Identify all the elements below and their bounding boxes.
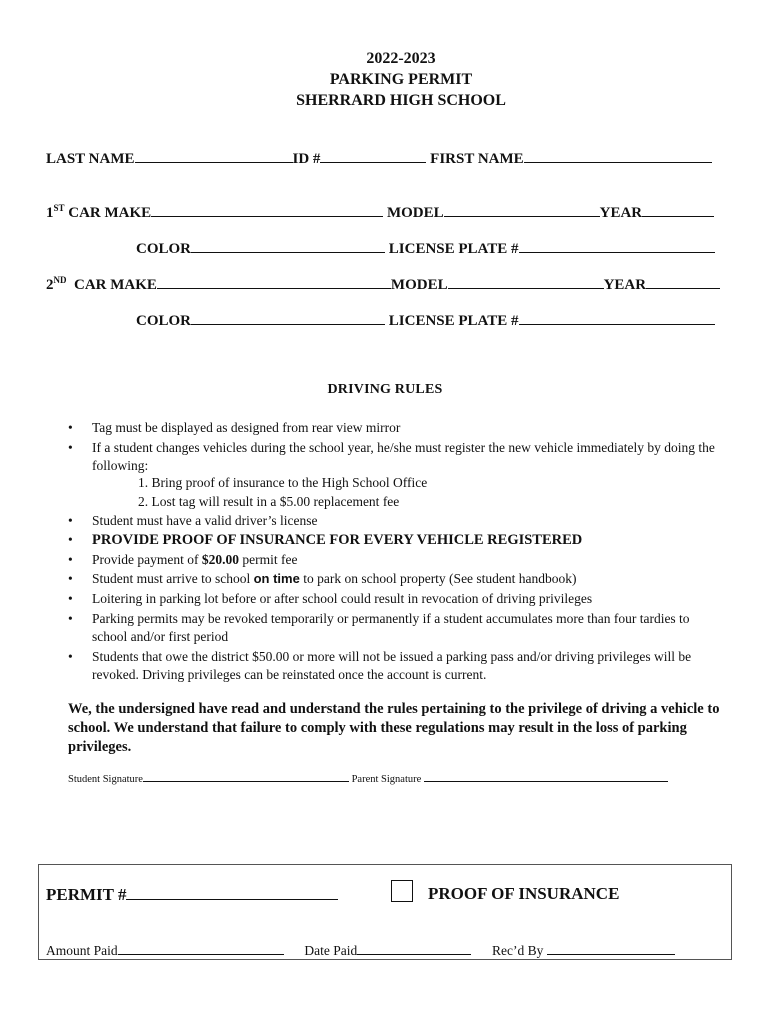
car2-color-field[interactable] bbox=[191, 310, 385, 325]
last-name-label: LAST NAME bbox=[46, 151, 135, 167]
car1-row bbox=[46, 202, 714, 222]
first-name-field[interactable] bbox=[524, 148, 712, 163]
proof-of-insurance-label: PROOF OF INSURANCE bbox=[428, 884, 620, 903]
car1-model-field[interactable] bbox=[444, 202, 600, 217]
id-label: ID # bbox=[292, 151, 321, 167]
car2-plate-label: LICENSE PLATE # bbox=[388, 313, 519, 329]
rule-text bbox=[92, 570, 722, 588]
rule-text-part: Student must arrive to school bbox=[92, 571, 254, 586]
bullet-icon: • bbox=[68, 649, 73, 664]
school-name: SHERRARD HIGH SCHOOL bbox=[296, 92, 506, 109]
permit-fee-amount: $20.00 bbox=[201, 552, 239, 567]
student-signature-label: Student Signature bbox=[68, 774, 143, 785]
driving-rules-title: DRIVING RULES bbox=[327, 382, 443, 397]
proof-of-insurance-checkbox[interactable] bbox=[391, 880, 413, 902]
car1-plate-label: LICENSE PLATE # bbox=[388, 241, 519, 257]
car1-ordinal: 1 bbox=[46, 205, 54, 221]
car1-make-field[interactable] bbox=[151, 202, 383, 217]
date-paid-field[interactable] bbox=[357, 942, 471, 955]
car2-make-field[interactable] bbox=[157, 274, 391, 289]
car2-row2 bbox=[136, 310, 715, 330]
agreement-text: We, the undersigned have read and understand the rules pertaining to the privilege of driving a vehicle to school. We understand that failure to comply with these regulations may result in the loss of parking privileges. bbox=[68, 701, 720, 755]
id-field[interactable] bbox=[320, 148, 426, 163]
car2-color-label: COLOR bbox=[136, 313, 192, 329]
last-name-field[interactable] bbox=[135, 148, 293, 163]
parent-signature-label: Parent Signature bbox=[351, 774, 422, 785]
bullet-icon: • bbox=[68, 420, 73, 435]
amount-paid-field[interactable] bbox=[118, 942, 284, 955]
bullet-icon: • bbox=[68, 611, 73, 626]
rule-text: Parking permits may be revoked temporarily or permanently if a student accumulates more than four tardies to school and/or first period bbox=[92, 611, 690, 644]
car1-ordinal-suffix: ST bbox=[53, 203, 65, 213]
on-time-emphasis: on time bbox=[253, 571, 300, 586]
rule-text-part: to park on school property (See student handbook) bbox=[299, 571, 577, 586]
car1-color-field[interactable] bbox=[191, 238, 385, 253]
permit-year: 2022-2023 bbox=[366, 50, 436, 67]
first-name-label: FIRST NAME bbox=[430, 151, 524, 167]
car2-ordinal-suffix: ND bbox=[53, 275, 67, 285]
car1-color-label: COLOR bbox=[136, 241, 192, 257]
page-title: PARKING PERMIT bbox=[329, 71, 473, 88]
permit-number-label: PERMIT # bbox=[46, 885, 127, 904]
car1-plate-field[interactable] bbox=[519, 238, 715, 253]
car2-make-label: CAR MAKE bbox=[74, 277, 157, 293]
rule-text: Students that owe the district $50.00 or more will not be issued a parking pass and/or driving privileges will be revoked. Driving privileges can be reinstated once the account is current. bbox=[92, 649, 692, 682]
rule-text: PROVIDE PROOF OF INSURANCE FOR EVERY VEHICLE REGISTERED bbox=[92, 532, 583, 548]
student-signature-field[interactable] bbox=[143, 772, 349, 782]
sub-item: 2. Lost tag will result in a $5.00 replacement fee bbox=[138, 494, 400, 509]
bullet-icon: • bbox=[68, 591, 73, 606]
rule-text-part: permit fee bbox=[238, 552, 298, 567]
signature-row bbox=[68, 772, 668, 785]
car2-model-field[interactable] bbox=[448, 274, 604, 289]
rule-text bbox=[92, 551, 722, 569]
car2-row bbox=[46, 274, 720, 294]
parent-signature-field[interactable] bbox=[424, 772, 668, 782]
car2-ordinal: 2 bbox=[46, 277, 54, 293]
car1-year-label: YEAR bbox=[599, 205, 643, 221]
date-paid-label: Date Paid bbox=[304, 943, 358, 958]
received-by-field[interactable] bbox=[547, 942, 675, 955]
car2-model-label: MODEL bbox=[390, 277, 448, 293]
rule-text-part: Provide payment of bbox=[92, 552, 202, 567]
sub-item: 1. Bring proof of insurance to the High School Office bbox=[138, 475, 428, 490]
rule-text: Tag must be displayed as designed from rear view mirror bbox=[92, 420, 401, 435]
car1-row2 bbox=[136, 238, 715, 258]
received-by-label: Rec’d By bbox=[492, 943, 544, 958]
permit-number-row bbox=[46, 884, 338, 905]
bullet-icon: • bbox=[68, 513, 73, 528]
bullet-icon: • bbox=[68, 552, 73, 567]
car2-year-field[interactable] bbox=[646, 274, 720, 289]
bullet-icon: • bbox=[68, 532, 73, 547]
rule-text: If a student changes vehicles during the school year, he/she must register the new vehicle immediately by doing the following: bbox=[92, 440, 715, 473]
student-info-row bbox=[46, 148, 712, 168]
car2-year-label: YEAR bbox=[603, 277, 647, 293]
payment-row bbox=[46, 942, 675, 959]
car1-make-label: CAR MAKE bbox=[68, 205, 152, 221]
bullet-icon: • bbox=[68, 440, 73, 455]
rule-text: Loitering in parking lot before or after school could result in revocation of driving privileges bbox=[92, 591, 593, 606]
amount-paid-label: Amount Paid bbox=[46, 943, 118, 958]
car2-plate-field[interactable] bbox=[519, 310, 715, 325]
bullet-icon: • bbox=[68, 571, 73, 586]
rule-text: Student must have a valid driver’s license bbox=[92, 513, 318, 528]
car1-year-field[interactable] bbox=[642, 202, 714, 217]
permit-number-field[interactable] bbox=[126, 884, 338, 900]
car1-model-label: MODEL bbox=[386, 205, 444, 221]
